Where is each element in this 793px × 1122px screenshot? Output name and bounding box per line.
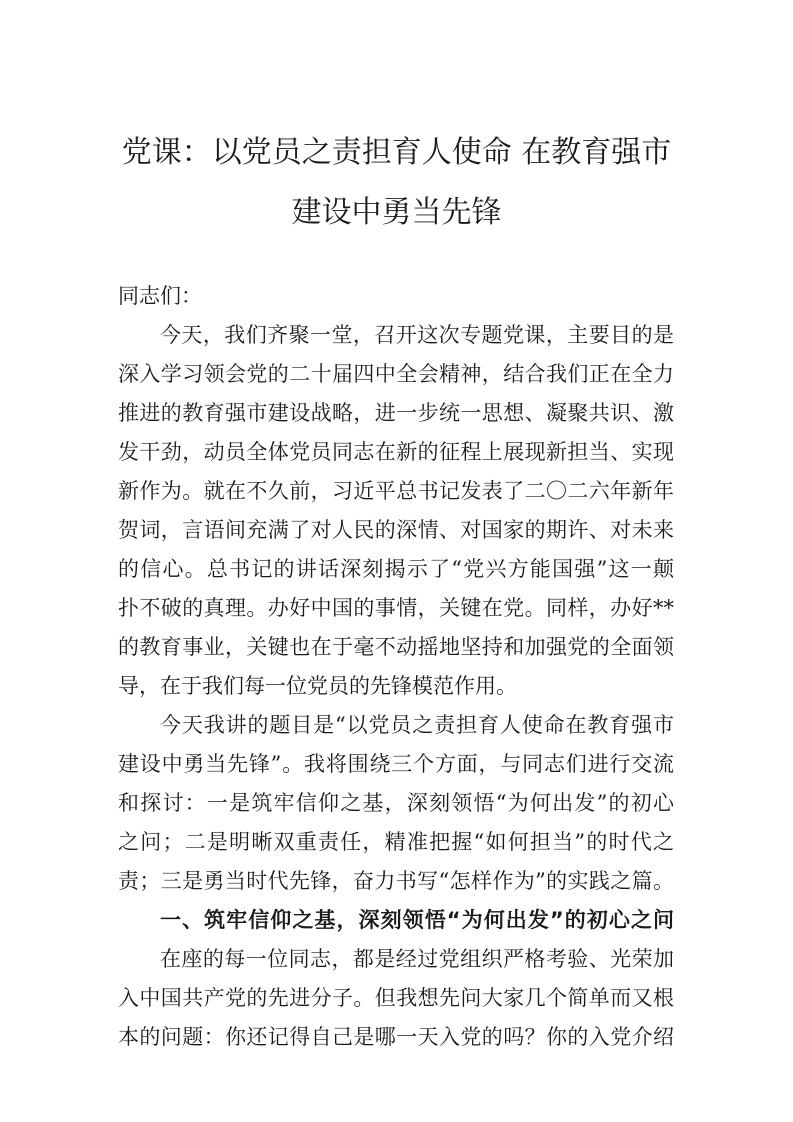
paragraph-3-line: 本的问题：你还记得自己是哪一天入党的吗？你的入党介绍	[118, 1025, 674, 1049]
paragraph-2-line: 和探讨：一是筑牢信仰之基，深刻领悟“为何出发”的初心	[118, 791, 674, 815]
paragraph-3-line: 在座的每一位同志，都是经过党组织严格考验、光荣加	[160, 947, 674, 971]
paragraph-1-line: 推进的教育强市建设战略，进一步统一思想、凝聚共识、激	[118, 401, 674, 425]
paragraph-2-line: 之问；二是明晰双重责任，精准把握“如何担当”的时代之	[118, 830, 674, 854]
paragraph-1-line: 新作为。就在不久前，习近平总书记发表了二〇二六年新年	[118, 479, 674, 503]
document-title-line-1: 党课：以党员之责担育人使命 在教育强市	[121, 135, 672, 170]
paragraph-1-line: 导，在于我们每一位党员的先锋模范作用。	[118, 674, 517, 698]
paragraph-2-line: 今天我讲的题目是“以党员之责担育人使命在教育强市	[160, 713, 674, 737]
paragraph-2-line: 责；三是勇当时代先锋，奋力书写“怎样作为”的实践之篇。	[118, 869, 674, 893]
paragraph-1-line: 贺词，言语间充满了对人民的深情、对国家的期许、对未来	[118, 518, 674, 542]
salutation: 同志们：	[118, 284, 202, 308]
section-1-heading: 一、筑牢信仰之基，深刻领悟“为何出发”的初心之问	[160, 908, 674, 932]
paragraph-1-line: 今天，我们齐聚一堂，召开这次专题党课，主要目的是	[160, 323, 674, 347]
paragraph-3-line: 入中国共产党的先进分子。但我想先问大家几个简单而又根	[118, 986, 674, 1010]
document-title-line-2: 建设中勇当先锋	[291, 195, 502, 230]
paragraph-1-line: 的教育事业，关键也在于毫不动摇地坚持和加强党的全面领	[118, 635, 674, 659]
paragraph-2-line: 建设中勇当先锋”。我将围绕三个方面，与同志们进行交流	[118, 752, 674, 776]
paragraph-1-line: 扑不破的真理。办好中国的事情，关键在党。同样，办好**	[118, 596, 674, 620]
paragraph-1-line: 深入学习领会党的二十届四中全会精神，结合我们正在全力	[118, 362, 674, 386]
paragraph-1-line: 的信心。总书记的讲话深刻揭示了“党兴方能国强”这一颠	[118, 557, 674, 581]
paragraph-1-line: 发干劲，动员全体党员同志在新的征程上展现新担当、实现	[118, 440, 674, 464]
